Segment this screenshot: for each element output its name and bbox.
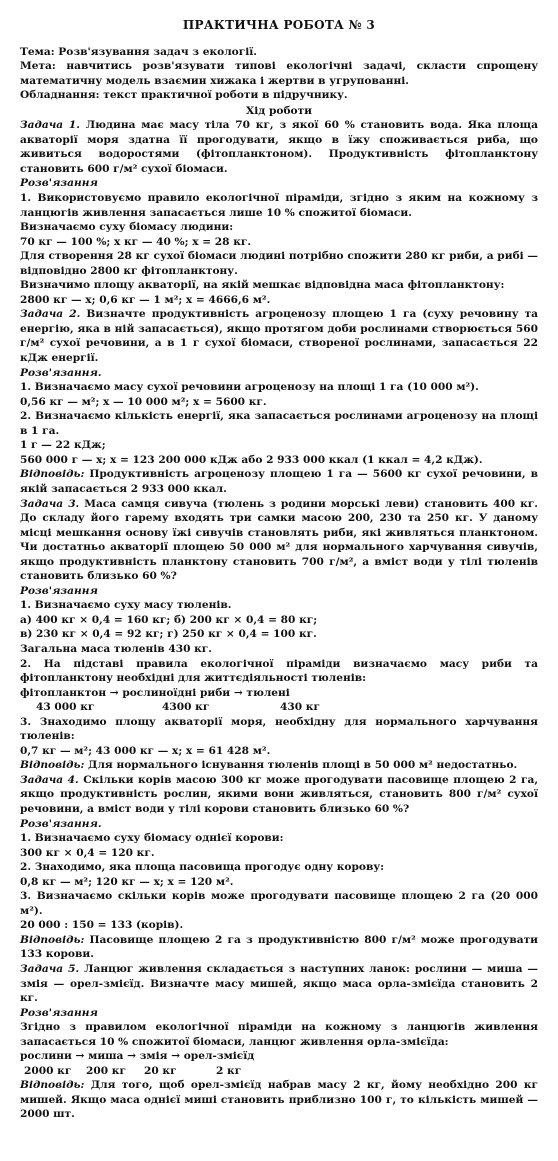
task5-chain-value: 2000 кг bbox=[24, 1064, 72, 1077]
task2-answer-text: Продуктивність агроценозу площею 1 га — 5600 кг сухої речовини, в якій запасається 2 933 000 ккал. bbox=[20, 468, 538, 495]
task1-label: Задача 1. bbox=[20, 119, 80, 132]
task2-text: Визначте продуктивність агроценозу площею 1 га (суху речовину та енергію, яка в ній запасається), якщо протягом доби рослинами створюється 560 г/м² сухої речовини, а в 1 г сухої біомаси, створеної рослинами, запасається 22 кДж енергії. bbox=[20, 308, 539, 365]
task2-line-5: 560 000 г — x; x = 123 200 000 кДж або 2 933 000 ккал (1 ккал = 4,2 кДж). bbox=[20, 453, 483, 466]
task5-answer bbox=[20, 1078, 538, 1122]
task3-line-8: 0,7 кг — м²; 43 000 кг — x; x = 61 428 м². bbox=[20, 744, 271, 757]
task4-answer-text: Пасовище площею 2 га з продуктивністю 800 г/м² може прогодувати 133 корови. bbox=[20, 933, 538, 961]
task3-label: Задача 3. bbox=[20, 497, 80, 510]
task4-label: Задача 4. bbox=[20, 773, 79, 786]
task5-line-2: рослини → миша → змія → орел-змієїд bbox=[20, 1050, 255, 1063]
task2-answer-label: Відповідь: bbox=[20, 468, 85, 481]
task2-line-2: 0,56 кг — м²; x — 10 000 м²; x = 5600 кг. bbox=[20, 395, 267, 408]
task3-line-4: Загальна маса тюленів 430 кг. bbox=[20, 642, 212, 655]
goal-label: Мета: bbox=[20, 60, 56, 73]
task4-line-3: 2. Знаходимо, яка площа пасовища прогодує одну корову: bbox=[20, 861, 385, 874]
task3-chain-values bbox=[20, 700, 538, 715]
equipment-label: Обладнання: bbox=[20, 89, 100, 102]
task5-text: Ланцюг живлення складається з наступних ланок: рослини — миша — змія — орел-змієїд. Визначте масу мишей, якщо маса орла-змієїда становить 2 кг. bbox=[20, 963, 539, 1005]
task3-chain-value: 430 кг bbox=[280, 701, 320, 714]
task3-answer bbox=[20, 758, 538, 773]
topic-label: Тема: bbox=[20, 45, 55, 58]
goal-text: навчитись розв'язувати типові екологічні задачі, скласти спрощену математичну модель взаємин хижака і жертви в угрупованні. bbox=[20, 60, 538, 87]
task4-line-5: 3. Визначаємо скільки корів може прогодувати пасовище площею 2 га (20 000 м²). bbox=[20, 890, 538, 917]
task2-solution-label: Розв'язання. bbox=[20, 366, 102, 379]
task5-label: Задача 5. bbox=[20, 963, 80, 975]
task4-answer bbox=[20, 933, 538, 962]
task4-answer-label: Відповідь: bbox=[20, 933, 85, 946]
task1-line-5: Визначимо площу акваторії, на якій мешкає відповідна маса фітопланктону: bbox=[20, 279, 505, 292]
task3-text: Маса самця сивуча (тюлень з родини морські леви) становить 400 кг. До складу його гарему входять три самки масою 200, 230 та 250 кг. У даному місці мешкання основу їжі сивучів становлять риби, які живляться планктоном. Чи достатньо акваторії площею 50 000 м² для нормального харчування сивучів, якщо продуктивність планктону становить 700 г/м², а вміст води у тілі тюленів становить близько 60 %? bbox=[20, 497, 538, 583]
task3-answer-label: Відповідь: bbox=[20, 759, 85, 772]
task2-line-3: 2. Визначаємо кількість енергії, яка запасається рослинами агроценозу на площі в 1 га. bbox=[20, 410, 538, 437]
task5-chain-values bbox=[20, 1064, 538, 1079]
task1-line-4: Для створення 28 кг сухої біомаси людині потрібно спожити 280 кг риби, а рибі — відповідно 2800 кг фітопланктону. bbox=[20, 250, 538, 277]
task2-statement bbox=[20, 307, 538, 365]
task5-answer-label: Відповідь: bbox=[20, 1079, 85, 1092]
task3-line-2: а) 400 кг × 0,4 = 160 кг; б) 200 кг × 0,4 = 80 кг; bbox=[20, 613, 318, 626]
task5-chain-value: 200 кг bbox=[86, 1064, 126, 1077]
task1-text: Людина має масу тіла 70 кг, з якої 60 % становить вода. Яка площа акваторії моря здатна її прогодувати, якщо в їжу споживається риба, що живиться водоростями (фітопланктоном). Продуктивність фітопланктону становить 600 г/м² сухої біомаси. bbox=[20, 119, 538, 175]
topic-line bbox=[20, 45, 538, 60]
task3-chain-value: 4300 кг bbox=[162, 701, 210, 714]
task2-answer bbox=[20, 467, 538, 496]
task3-answer-text: Для нормального існування тюленів площі в 50 000 м² недостатньо. bbox=[84, 759, 518, 772]
task3-solution-label: Розв'язання bbox=[20, 584, 98, 597]
equipment-line bbox=[20, 88, 538, 103]
task3-line-5: 2. На підставі правила екологічної піраміди визначаємо масу риби та фітопланктону необхідні для життєдіяльності тюленів: bbox=[20, 657, 538, 685]
task5-answer-text: Для того, щоб орел-змієїд набрав масу 2 кг, йому необхідно 200 кг мишей. Якщо маса однієї миші становить приблизно 100 г, то кількість мишей — 2000 шт. bbox=[20, 1079, 538, 1121]
task4-line-2: 300 кг × 0,4 = 120 кг. bbox=[20, 846, 155, 859]
task1-line-2: Визначаємо суху біомасу людини: bbox=[20, 221, 234, 234]
task5-chain-value: 2 кг bbox=[216, 1064, 242, 1077]
task3-line-1: 1. Визначаємо суху масу тюленів. bbox=[20, 599, 232, 612]
task1-line-6: 2800 кг — x; 0,6 кг — 1 м²; x = 4666,6 м². bbox=[20, 293, 271, 306]
task2-label: Задача 2. bbox=[20, 308, 81, 321]
task5-chain-value: 20 кг bbox=[144, 1064, 177, 1077]
task3-line-7: 3. Знаходимо площу акваторії моря, необхідну для нормального харчування тюленів: bbox=[20, 715, 538, 743]
task2-line-1: 1. Визначаємо масу сухої речовини агроценозу на площі 1 га (10 000 м²). bbox=[20, 381, 479, 394]
task2-line-4: 1 г — 22 кДж; bbox=[20, 439, 106, 452]
task5-line-1: Згідно з правилом екологічної піраміди на кожному з ланцюгів живлення запасається 10 % спожитої біомаси, ланцюг живлення орла-змієїда: bbox=[20, 1021, 538, 1048]
task4-line-6: 20 000 : 150 = 133 (корів). bbox=[20, 919, 184, 932]
task4-solution-label: Розв'язання. bbox=[20, 817, 102, 830]
task1-line-3: 70 кг — 100 %; x кг — 40 %; x = 28 кг. bbox=[20, 235, 252, 248]
task3-line-6: фітопланктон → рослиноїдні риби → тюлені bbox=[20, 686, 290, 699]
task4-line-1: 1. Визначаємо суху біомасу однієї корови: bbox=[20, 832, 284, 845]
task3-line-3: в) 230 кг × 0,4 = 92 кг; г) 250 кг × 0,4 = 100 кг. bbox=[20, 628, 317, 641]
task5-statement bbox=[20, 962, 538, 1006]
goal-line bbox=[20, 59, 538, 88]
task4-line-4: 0,8 кг — м²; 120 кг — x; x = 120 м². bbox=[20, 875, 234, 888]
section-title: Хід роботи bbox=[245, 104, 313, 117]
page-title: ПРАКТИЧНА РОБОТА № 3 bbox=[182, 18, 376, 32]
task3-statement bbox=[20, 497, 538, 584]
task1-statement bbox=[20, 118, 538, 176]
topic-text: Розв'язування задач з екології. bbox=[54, 45, 257, 58]
equipment-text: текст практичної роботи в підручнику. bbox=[99, 89, 348, 102]
task4-text: Скільки корів масою 300 кг може прогодувати пасовище площею 2 га, якщо продуктивність рослин, якими вони живляться, становить 800 г/м² сухої речовини, а вміст води у тілі корови становить близько 60 %? bbox=[20, 773, 539, 815]
task4-statement bbox=[20, 773, 538, 817]
task1-line-1: 1. Використовуємо правило екологічної піраміди, згідно з яким на кожному з ланцюгів живлення запасається лише 10 % спожитої біомаси. bbox=[20, 192, 538, 219]
task5-solution-label: Розв'язання bbox=[20, 1006, 98, 1019]
task3-chain-value: 43 000 кг bbox=[36, 701, 95, 714]
task1-solution-label: Розв'язання bbox=[20, 177, 98, 190]
